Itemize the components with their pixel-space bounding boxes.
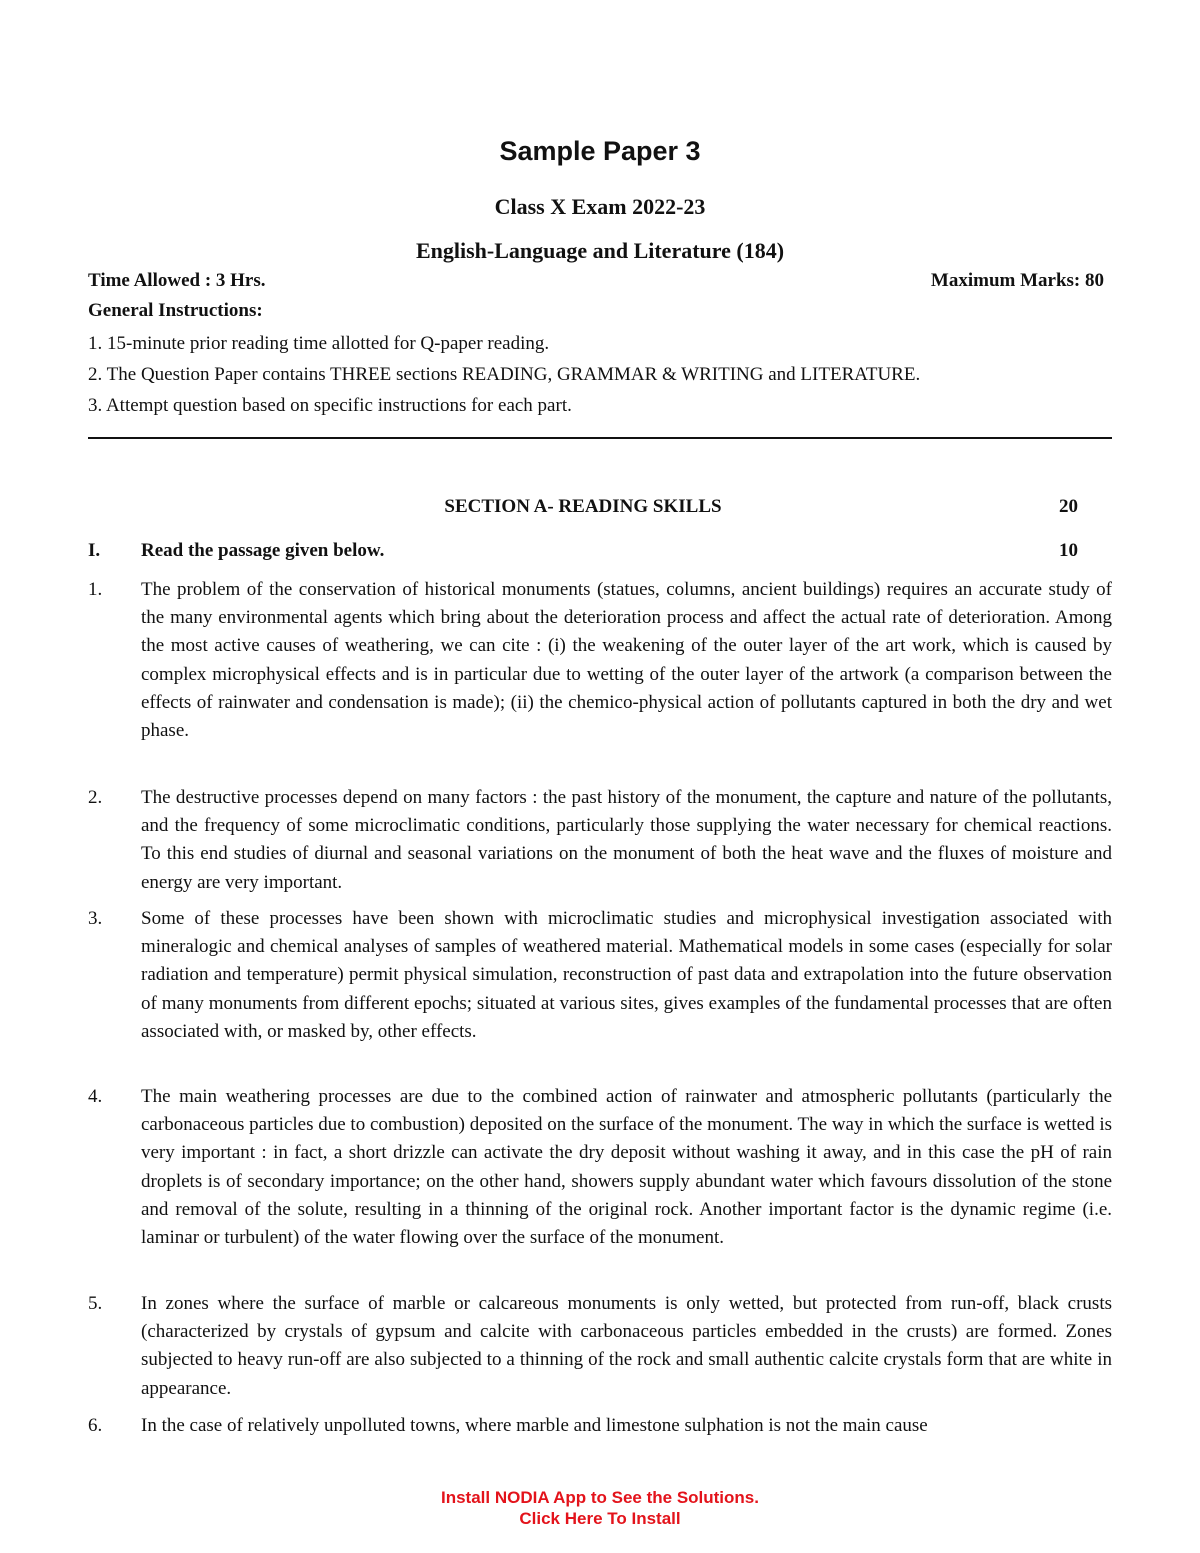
general-instructions-heading: General Instructions:	[88, 300, 263, 321]
install-link[interactable]: Click Here To Install	[519, 1509, 681, 1528]
question-number: I.	[88, 540, 101, 561]
passage-paragraph	[88, 905, 1112, 1046]
header-divider	[88, 437, 1112, 439]
question-text: Read the passage given below.	[141, 540, 385, 561]
time-allowed: Time Allowed : 3 Hrs.	[88, 270, 266, 291]
maximum-marks: Maximum Marks: 80	[930, 270, 1104, 291]
passage-paragraph	[88, 784, 1112, 897]
paper-title: Sample Paper 3	[499, 136, 701, 166]
subject-heading: English-Language and Literature (184)	[415, 238, 785, 263]
section-marks: 20	[1059, 496, 1078, 517]
paragraph-text: In zones where the surface of marble or calcareous monuments is only wetted, but protected from run-off, black crusts (characterized by crystals of gypsum and calcite with carbonaceous particles embedded in the crusts) are formed. Zones subjected to heavy run-off are also subjected to a thinning of the rock and small authentic calcite crystals form that are white in appearance.	[141, 1293, 1112, 1399]
section-title: SECTION A- READING SKILLS	[444, 496, 722, 517]
paragraph-number: 3.	[88, 908, 103, 929]
passage-paragraph	[88, 1412, 1112, 1440]
paragraph-number: 4.	[88, 1086, 103, 1107]
paragraph-text: Some of these processes have been shown with microclimatic studies and microphysical investigation associated with mineralogic and chemical analyses of samples of weathered material. Mathematical models in some cases (especially for solar radiation and temperature) permit physical simulation, reconstruction of past data and extrapolation into the future observation of many monuments from different epochs; situated at various sites, gives examples of the fundamental processes that are often associated with, or masked by, other effects.	[141, 908, 1112, 1042]
paragraph-text: The destructive processes depend on many factors : the past history of the monument, the capture and nature of the pollutants, and the frequency of some microclimatic conditions, particularly those supplying the water necessary for chemical reactions. To this end studies of diurnal and seasonal variations on the monument of both the heat wave and the fluxes of moisture and energy are very important.	[141, 787, 1112, 893]
paragraph-number: 5.	[88, 1293, 103, 1314]
paragraph-number: 1.	[88, 579, 103, 600]
passage-paragraph	[88, 1290, 1112, 1403]
passage-paragraph	[88, 1083, 1112, 1252]
paragraph-text: In the case of relatively unpolluted towns, where marble and limestone sulphation is not the main cause	[141, 1415, 928, 1436]
paragraph-number: 6.	[88, 1415, 103, 1436]
instruction-item: 3. Attempt question based on specific instructions for each part.	[88, 395, 572, 416]
passage-paragraph	[88, 576, 1112, 745]
paragraph-number: 2.	[88, 787, 103, 808]
paragraph-text: The main weathering processes are due to the combined action of rainwater and atmospheric pollutants (particularly the carbonaceous particles due to combustion) deposited on the surface of the monument. The way in which the surface is wetted is very important : in fact, a short drizzle can activate the dry deposit without washing it away, and in this case the pH of rain droplets is of secondary importance; on the other hand, showers supply abundant water which favours dissolution of the stone and removal of the solute, resulting in a thinning of the original rock. Another important factor is the dynamic regime (i.e. laminar or turbulent) of the water flowing over the surface of the monument.	[141, 1086, 1112, 1249]
class-exam-heading: Class X Exam 2022-23	[494, 194, 706, 219]
instruction-item: 2. The Question Paper contains THREE sections READING, GRAMMAR & WRITING and LITERATURE.	[88, 364, 921, 385]
install-app-notice: Install NODIA App to See the Solutions.	[441, 1488, 759, 1507]
paragraph-text: The problem of the conservation of historical monuments (statues, columns, ancient buildings) requires an accurate study of the many environmental agents which bring about the deterioration process and affect the actual rate of deterioration. Among the most active causes of weathering, we can cite : (i) the weakening of the outer layer of the art work, which is caused by complex microphysical effects and is in particular due to wetting of the outer layer of the artwork (a comparison between the effects of rainwater and condensation is made); (ii) the chemico-physical action of pollutants captured in both the dry and wet phase.	[141, 579, 1112, 742]
instruction-item: 1. 15-minute prior reading time allotted for Q-paper reading.	[88, 333, 550, 354]
question-marks: 10	[1059, 540, 1078, 561]
